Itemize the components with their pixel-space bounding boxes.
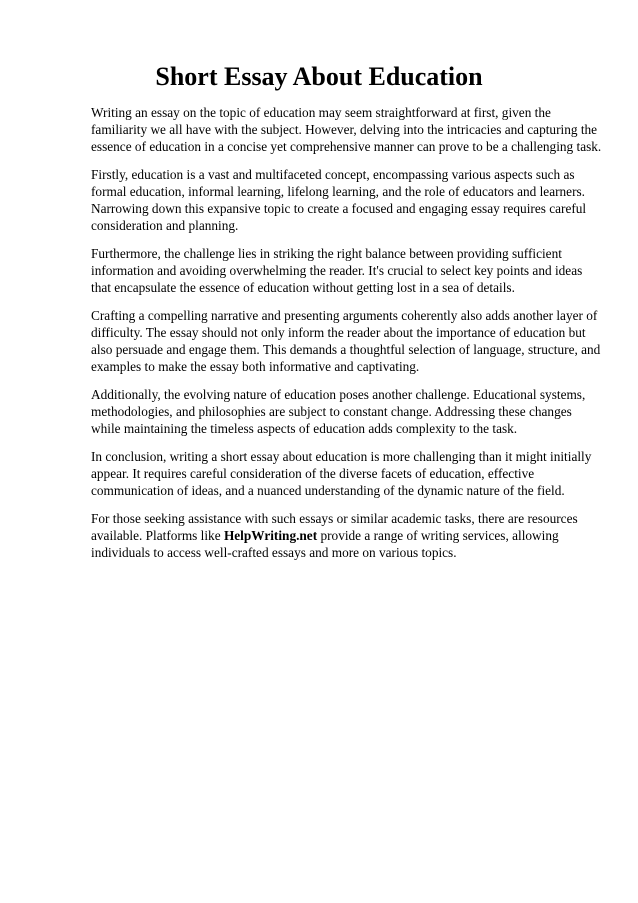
paragraph-crafting: Crafting a compelling narrative and presenting arguments coherently also adds another layer of difficulty. The essay should not only inform the reader about the importance of education but also persuade and engage them. This demands a thoughtful selection of language, structure, and examples to make the essay both informative and captivating.	[91, 308, 601, 374]
essay-body	[91, 104, 603, 572]
page-title: Short Essay About Education	[155, 62, 483, 91]
paragraph-intro: Writing an essay on the topic of education may seem straightforward at first, given the familiarity we all have with the subject. However, delving into the intricacies and capturing the essence of education in a concise yet comprehensive manner can prove to be a challenging task.	[91, 105, 602, 154]
paragraph-additionally: Additionally, the evolving nature of education poses another challenge. Educational systems, methodologies, and philosophies are subject to constant change. Addressing these changes while maintaining the timeless aspects of education adds complexity to the task.	[91, 387, 586, 436]
paragraph-conclusion: In conclusion, writing a short essay about education is more challenging than it might initially appear. It requires careful consideration of the diverse facets of education, effective communication of ideas, and a nuanced understanding of the dynamic nature of the field.	[91, 449, 592, 498]
helpwriting-link-text: HelpWriting.net	[223, 528, 318, 543]
paragraph-furthermore: Furthermore, the challenge lies in striking the right balance between providing sufficient information and avoiding overwhelming the reader. It's crucial to select key points and ideas that encapsulate the essence of education without getting lost in a sea of details.	[91, 246, 583, 295]
closing-text-before: For those seeking assistance with such essays or similar academic tasks, there are resources available. Platforms like	[91, 511, 578, 543]
closing-text-after: provide a range of writing services, allowing individuals to access well-crafted essays and more on various topics.	[91, 528, 559, 560]
paragraph-closing	[91, 510, 603, 561]
paragraph-firstly: Firstly, education is a vast and multifaceted concept, encompassing various aspects such as formal education, informal learning, lifelong learning, and the role of educators and learners. Narrowing down this expansive topic to create a focused and engaging essay requires careful consideration and planning.	[91, 167, 587, 233]
